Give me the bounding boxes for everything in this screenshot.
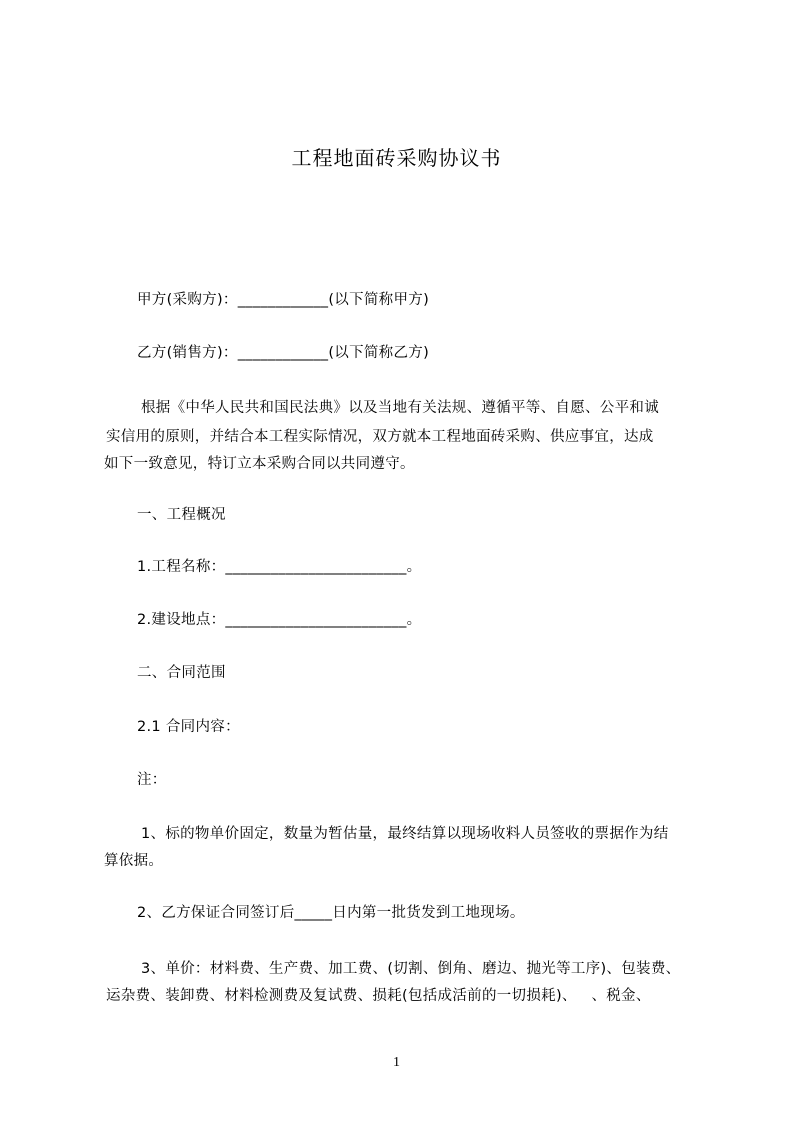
party-b-line: 乙方(销售方)：____________(以下简称乙方) [137, 345, 430, 361]
preamble-line-1: 根据《中华人民共和国民法典》以及当地有关法规、遵循平等、自愿、公平和诚 [141, 400, 659, 416]
section-heading-2: 二、合同范围 [137, 665, 226, 681]
project-location-line: 2.建设地点：________________________。 [137, 612, 422, 628]
section-heading-1: 一、工程概况 [137, 507, 226, 523]
note-3-line-1: 3、单价：材料费、生产费、加工费、(切割、倒角、磨边、抛光等工序)、包装费、 [141, 961, 681, 977]
preamble-line-3: 如下一致意见，特订立本采购合同以共同遵守。 [104, 456, 415, 472]
contract-content-line: 2.1 合同内容： [137, 719, 240, 735]
page-number: 1 [393, 1055, 400, 1070]
note-1-line-2: 算依据。 [104, 853, 164, 869]
document-title: 工程地面砖采购协议书 [291, 146, 502, 170]
preamble-line-2: 实信用的原则，并结合本工程实际情况，双方就本工程地面砖采购、供应事宜，达成 [106, 429, 654, 445]
note-1-line-1: 1、标的物单价固定，数量为暂估量，最终结算以现场收料人员签收的票据作为结 [141, 826, 669, 842]
note-heading: 注： [137, 772, 167, 788]
note-3-line-2: 运杂费、装卸费、材料检测费及复试费、损耗(包括成活前的一切损耗)、 、税金、 [106, 988, 651, 1004]
project-name-line: 1.工程名称：________________________。 [137, 559, 422, 575]
party-a-line: 甲方(采购方)：____________(以下简称甲方) [137, 292, 430, 308]
note-2-line: 2、乙方保证合同签订后_____日内第一批货发到工地现场。 [137, 905, 525, 921]
